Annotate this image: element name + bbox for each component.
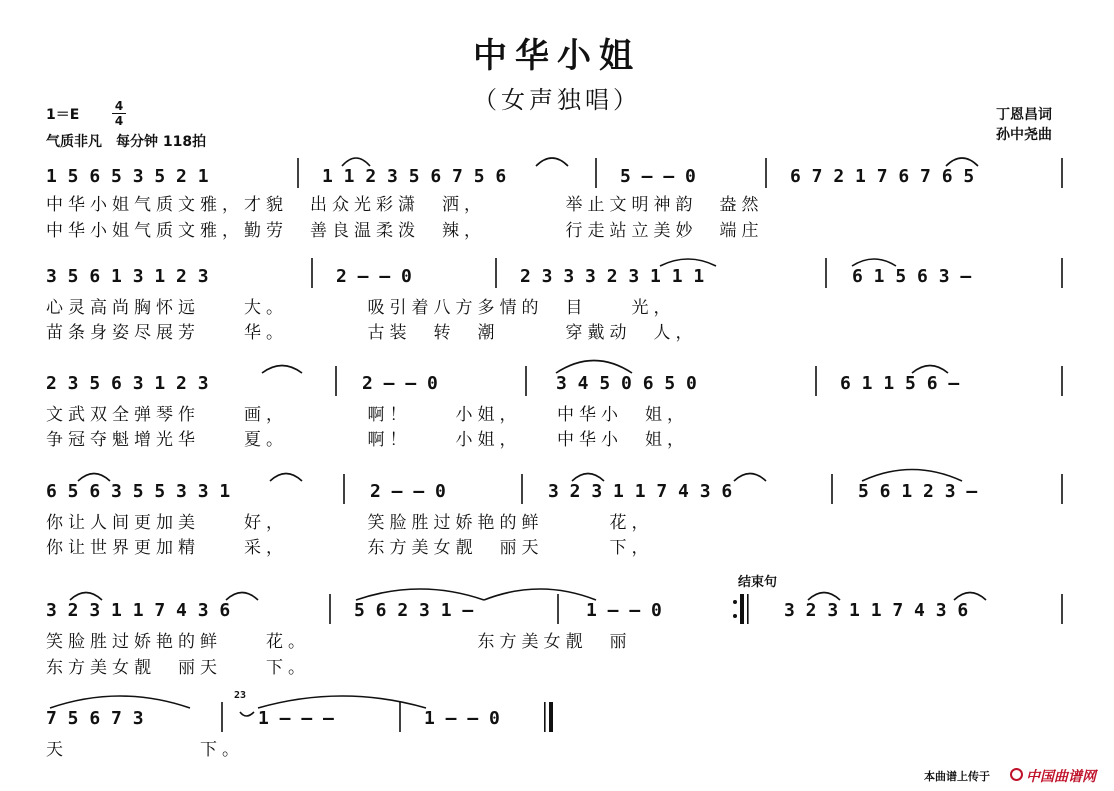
key-signature: 1＝E — [46, 107, 80, 123]
slur — [556, 361, 632, 374]
measure-6-3: 1 – – 0 — [424, 708, 500, 729]
measure-5-2: 5 6 2 3 1 – — [354, 600, 474, 621]
grace-note: 23 — [234, 690, 247, 701]
measure-5-4: 3 2 3 1 1 7 4 3 6 — [784, 600, 969, 621]
measure-6-1: 7 5 6 7 3 — [46, 708, 144, 729]
measure-5-3: 1 – – 0 — [586, 600, 662, 621]
footer-upload-text: 本曲谱上传于 — [924, 770, 990, 783]
measure-3-4: 6 1 1 5 6 – — [840, 373, 960, 394]
final-barline-thick — [549, 702, 553, 732]
final-barline-thin — [544, 702, 546, 732]
measure-2-2: 2 – – 0 — [336, 266, 412, 287]
slur — [954, 593, 986, 601]
slur — [356, 589, 484, 600]
slur — [484, 589, 596, 600]
measure-4-4: 5 6 1 2 3 – — [858, 481, 978, 502]
composer-credit: 孙中尧曲 — [996, 127, 1052, 143]
slur — [734, 474, 766, 482]
lyric-line-5-verse-2: 东方美女靓 丽天 下。 — [46, 658, 310, 678]
repeat-dot — [733, 614, 737, 618]
slur — [78, 474, 110, 482]
measure-1-4: 6 7 2 1 7 6 7 6 5 — [790, 166, 975, 187]
time-signature-top: 4 — [114, 99, 124, 113]
lyric-line-4-verse-2: 你让世界更加精 采， 东方美女靓 丽天 下， — [46, 538, 654, 558]
measure-6-2: 1 – – – — [258, 708, 334, 729]
song-title: 中华小姐 — [473, 36, 641, 76]
repeat-barline-thick — [740, 594, 744, 624]
measure-5-1: 3 2 3 1 1 7 4 3 6 — [46, 600, 231, 621]
measure-4-2: 2 – – 0 — [370, 481, 446, 502]
lyric-line-1-verse-2: 中华小姐气质文雅，勤劳 善良温柔泼 辣， 行走站立美妙 端庄 — [46, 221, 764, 241]
song-subtitle: （女声独唱） — [473, 86, 641, 114]
tempo-marking: 气质非凡 每分钟 118拍 — [46, 134, 207, 150]
lyric-line-5-verse-1: 笑脸胜过娇艳的鲜 花。 东方美女靓 丽 — [46, 632, 632, 652]
measure-3-2: 2 – – 0 — [362, 373, 438, 394]
slur — [852, 259, 896, 266]
measure-2-4: 6 1 5 6 3 – — [852, 266, 972, 287]
repeat-barline-thin — [747, 594, 749, 624]
slur — [270, 474, 302, 482]
lyric-line-6-verse-1: 天 下。 — [46, 740, 244, 760]
lyric-line-3-verse-1: 文武双全弹琴作 画， 啊！ 小姐， 中华小 姐， — [46, 405, 689, 425]
measure-2-1: 3 5 6 1 3 1 2 3 — [46, 266, 209, 287]
measure-4-3: 3 2 3 1 1 7 4 3 6 — [548, 481, 733, 502]
slur — [70, 593, 102, 601]
slur — [808, 593, 840, 601]
lyric-line-3-verse-2: 争冠夺魁增光华 夏。 啊！ 小姐， 中华小 姐， — [46, 430, 689, 450]
measure-1-3: 5 – – 0 — [620, 166, 696, 187]
slur — [50, 696, 190, 708]
repeat-dot — [733, 600, 737, 604]
lyric-line-2-verse-2: 苗条身姿尽展芳 华。 古装 转 潮 穿戴动 人， — [46, 323, 698, 343]
measure-3-3: 3 4 5 0 6 5 0 — [556, 373, 697, 394]
lyric-line-4-verse-1: 你让人间更加美 好， 笑脸胜过娇艳的鲜 花， — [46, 513, 654, 533]
measure-1-1: 1 5 6 5 3 5 2 1 — [46, 166, 209, 187]
ending-label: 结束句 — [738, 575, 778, 590]
measure-1-2: 1 1 2 3 5 6 7 5 6 — [322, 166, 507, 187]
lyric-line-2-verse-1: 心灵高尚胸怀远 大。 吸引着八方多情的 目 光， — [46, 298, 676, 318]
time-signature-bottom: 4 — [114, 114, 124, 128]
measure-2-3: 2 3 3 3 2 3 1 1 1 — [520, 266, 705, 287]
lyric-line-1-verse-1: 中华小姐气质文雅，才貌 出众光彩潇 洒， 举止文明神韵 盎然 — [46, 195, 764, 215]
measure-3-1: 2 3 5 6 3 1 2 3 — [46, 373, 209, 394]
slur — [862, 470, 962, 482]
slur — [226, 593, 258, 601]
slur — [572, 474, 604, 482]
slur — [536, 158, 568, 166]
slur — [262, 366, 302, 374]
slur — [912, 366, 948, 374]
measure-4-1: 6 5 6 3 5 5 3 3 1 — [46, 481, 231, 502]
grace-slur — [240, 712, 254, 716]
slur — [946, 158, 978, 166]
lyricist-credit: 丁恩昌词 — [996, 107, 1052, 123]
slur — [342, 158, 370, 166]
site-logo[interactable]: 中国曲谱网 — [1010, 766, 1096, 786]
slur — [660, 259, 716, 266]
